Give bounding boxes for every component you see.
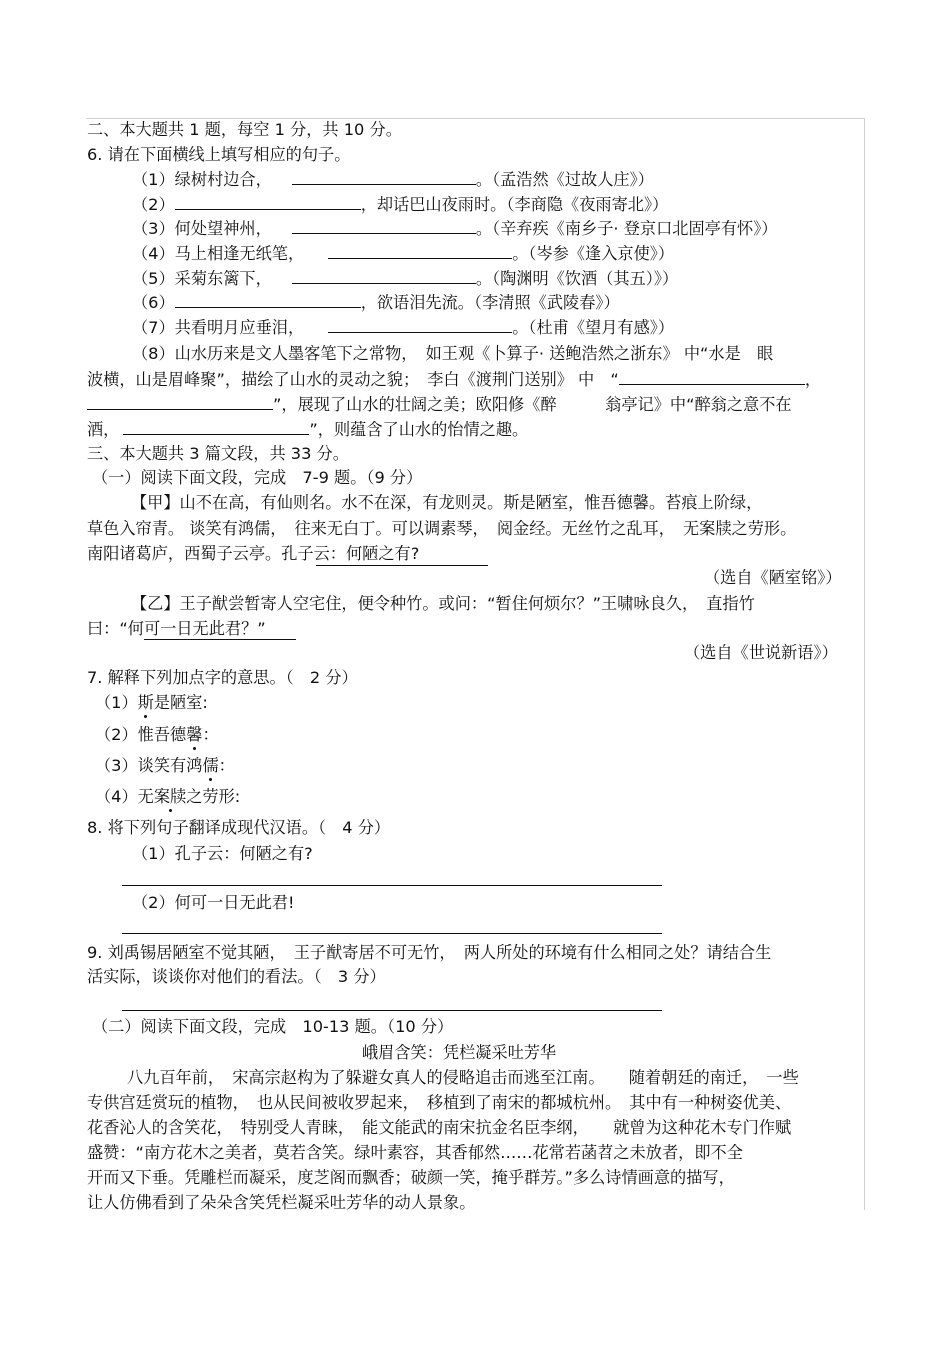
q6-item-2 xyxy=(132,193,668,216)
dotted-char: 案牍 xyxy=(153,787,187,806)
q9-line2: 活实际，谈谈你对他们的看法。（ 3 分） xyxy=(87,967,386,986)
q6-item-label: （1）绿树村边合， xyxy=(132,170,272,189)
q6-item-8-text: 波横，山是眉峰聚”，描绘了山水的灵动之貌； 李白《渡荆门送别》 中 “ xyxy=(87,370,619,389)
passage-jia-line2: 草色入帘青。 谈笑有鸿儒， 往来无白丁。可以调素琴， 阅金经。无丝竹之乱耳， 无案牍之劳形。 xyxy=(87,519,797,538)
q7-item-1 xyxy=(95,692,208,714)
passage-line: 让人仿佛看到了朵朵含笑凭栏凝采吐芳华的动人景象。 xyxy=(87,1193,476,1212)
q7-item-text: （2）惟吾德 xyxy=(95,725,187,744)
answer-blank[interactable] xyxy=(292,168,476,185)
q6-item-label: （5）采菊东篱下， xyxy=(132,269,272,288)
q7-item-2 xyxy=(95,724,219,746)
passage-yi-source: （选自《世说新语》） xyxy=(684,643,838,662)
answer-line[interactable] xyxy=(122,933,662,934)
q6-item-source: 。（孟浩然《过故人庄》） xyxy=(475,170,654,189)
q6-item-4 xyxy=(132,242,674,265)
q8-stem: 8. 将下列句子翻译成现代汉语。（ 4 分） xyxy=(87,818,391,837)
passage-yi-line2: 曰：“何可一日无此君？” xyxy=(87,619,266,638)
answer-blank[interactable] xyxy=(328,316,512,333)
answer-line[interactable] xyxy=(122,1010,662,1011)
q6-item-source: 。（杜甫《望月有感》） xyxy=(512,318,675,337)
passage-yi-line1: 【乙】王子猷尝暂寄人空宅住，便令种竹。或问：“暂住何烦尔？”王啸咏良久， 直指竹 xyxy=(131,594,755,613)
q7-item-text: （4）无 xyxy=(95,787,154,806)
q6-item-3 xyxy=(132,217,777,240)
underline-mark xyxy=(316,565,488,566)
passage-jia-source: （选自《陋室铭》） xyxy=(704,568,842,587)
q6-item-8-line1: （8）山水历来是文人墨客笔下之常物， 如王观《卜算子· 送鲍浩然之浙东》 中“水是 眼 xyxy=(132,344,774,363)
passage-line: 花香沁人的含笑花， 特别受人青睐， 能文能武的南宋抗金名臣李纲， 就曾为这种花木专门作赋 xyxy=(87,1118,792,1137)
q6-item-8-text: ”，展现了山水的壮阔之美；欧阳修《醉 翁亭记》中“醉翁之意不在 xyxy=(273,395,792,414)
passage-jia-line3: 南阳诸葛庐，西蜀子云亭。孔子云：何陋之有? xyxy=(87,544,420,563)
dotted-char: 斯 xyxy=(137,693,154,712)
q6-item-label: （7）共看明月应垂泪， xyxy=(132,318,305,337)
q6-item-label: （3）何处望神州， xyxy=(132,219,272,238)
q6-item-5 xyxy=(132,267,678,290)
q7-item-3 xyxy=(95,755,235,777)
q7-item-text: 是陋室: xyxy=(153,693,208,712)
q6-item-8-line3 xyxy=(87,393,792,416)
q6-item-source: 。（辛弃疾《南乡子· 登京口北固亭有怀》） xyxy=(475,219,778,238)
q6-item-label: （2） xyxy=(132,195,175,214)
section2-heading: 二、本大题共 1 题，每空 1 分，共 10 分。 xyxy=(87,120,402,139)
q6-item-8-line4 xyxy=(87,418,528,441)
q6-item-source: ，欲语泪先流。（李清照《武陵春》） xyxy=(360,293,620,312)
answer-blank[interactable] xyxy=(292,217,476,234)
answer-blank[interactable] xyxy=(619,368,805,385)
answer-line[interactable] xyxy=(122,885,662,886)
q8-item-1: （1）孔子云：何陋之有? xyxy=(132,844,313,863)
q7-item-4 xyxy=(95,786,240,808)
answer-blank[interactable] xyxy=(292,267,476,284)
passage-line: 开而又下垂。凭雕栏而凝采，度芝阁而飘香；破颜一笑，掩乎群芳。”多么诗情画意的描写， xyxy=(87,1168,735,1187)
q6-item-1 xyxy=(132,168,654,191)
q6-stem: 6. 请在下面横线上填写相应的句子。 xyxy=(87,145,351,164)
q6-item-6 xyxy=(132,291,620,314)
passage-title: 峨眉含笑：凭栏凝采吐芳华 xyxy=(362,1043,557,1062)
q7-item-text: （3）谈笑有鸿 xyxy=(95,756,203,775)
answer-blank[interactable] xyxy=(175,193,361,210)
q6-item-7 xyxy=(132,316,674,339)
q7-item-text: 之劳形: xyxy=(186,787,241,806)
q6-item-source: 。（岑参《逢入京使》） xyxy=(512,244,675,263)
q6-item-8-text: 酒， xyxy=(87,420,120,439)
part1-heading: （一）阅读下面文段，完成 7-9 题。（9 分） xyxy=(92,468,423,487)
dotted-char: 儒 xyxy=(202,756,219,775)
answer-blank[interactable] xyxy=(175,291,361,308)
q6-item-8-text: ， xyxy=(804,370,822,389)
passage-jia-line1: 【甲】山不在高，有仙则名。水不在深，有龙则灵。斯是陋室，惟吾德馨。苔痕上阶绿， xyxy=(131,493,763,512)
page-border-right xyxy=(864,118,865,1210)
answer-blank[interactable] xyxy=(87,393,273,410)
passage-line: 专供宫廷赏玩的植物， 也从民间被收罗起来， 移植到了南宋的都城杭州。 其中有一种树姿优美、 xyxy=(87,1093,792,1112)
underline-mark xyxy=(144,639,296,640)
section3-heading: 三、本大题共 3 篇文段，共 33 分。 xyxy=(87,444,349,463)
q7-item-text: （1） xyxy=(95,693,138,712)
dotted-char: 馨 xyxy=(186,725,203,744)
q8-item-2: （2）何可一日无此君! xyxy=(132,893,295,912)
part2-heading: （二）阅读下面文段，完成 10-13 题。（10 分） xyxy=(92,1017,454,1036)
q6-item-label: （6） xyxy=(132,293,175,312)
q6-item-source: 。（陶渊明《饮酒（其五）》） xyxy=(475,269,679,288)
answer-blank[interactable] xyxy=(328,242,512,259)
q6-item-8-line2 xyxy=(87,368,821,391)
q6-item-8-text: ”，则蕴含了山水的怡情之趣。 xyxy=(309,420,529,439)
answer-blank[interactable] xyxy=(123,418,309,435)
q6-item-source: ，却话巴山夜雨时。（李商隐《夜雨寄北》） xyxy=(360,195,669,214)
passage-line: 八九百年前， 宋高宗赵构为了躲避女真人的侵略追击而逃至江南。 随着朝廷的南迁， 一些 xyxy=(127,1068,799,1087)
q7-stem: 7. 解释下列加点字的意思。（ 2 分） xyxy=(87,668,358,687)
q6-item-label: （4）马上相逢无纸笔， xyxy=(132,244,305,263)
q9-line1: 9. 刘禹锡居陋室不觉其陋， 王子猷寄居不可无竹， 两人所处的环境有什么相同之处？请结合生 xyxy=(87,943,772,962)
passage-line: 盛赞：“南方花木之美者，莫若含笑。绿叶素容，其香郁然……花常若菡苕之未放者，即不全 xyxy=(87,1143,743,1162)
q7-item-text: ： xyxy=(218,756,235,775)
q7-item-text: ： xyxy=(202,725,219,744)
